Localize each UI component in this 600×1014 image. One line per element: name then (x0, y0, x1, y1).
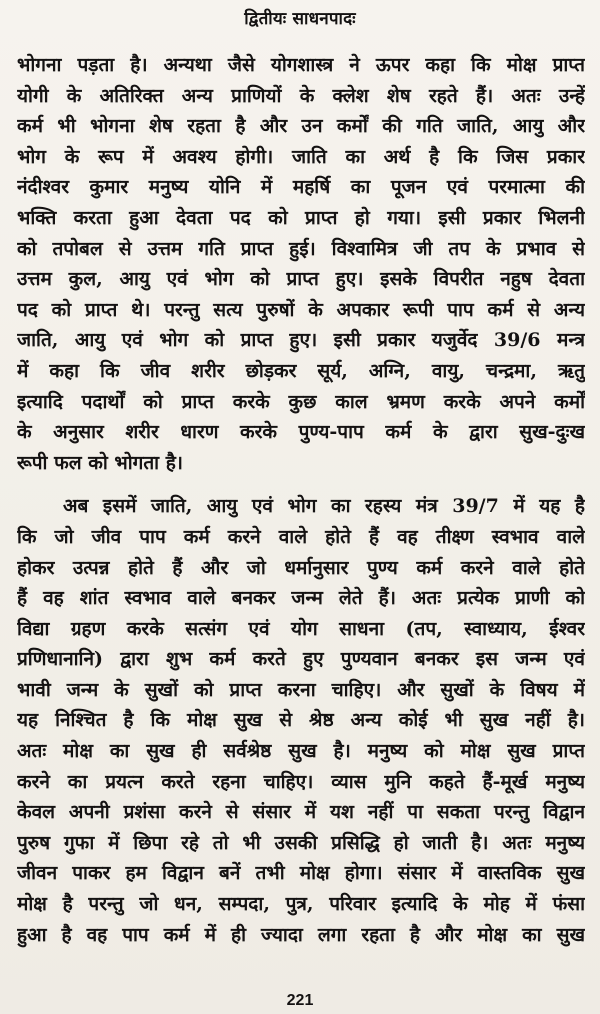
text-line: भक्ति करता हुआ देवता पद को प्राप्त हो गया। इसी प्रकार भिलनी (17, 206, 585, 229)
text-line: के अनुसार शरीर धारण करके पुण्य-पाप कर्म के द्वारा सुख-दुःख (17, 421, 585, 444)
text-line: नंदीश्वर कुमार मनुष्य योनि में महर्षि का पूजन एवं परमात्मा की (17, 176, 585, 199)
text-line: विद्या ग्रहण करके सत्संग एवं योग साधना (तप, स्वाध्याय, ईश्वर (17, 617, 585, 640)
text-line: पद को प्राप्त थे। परन्तु सत्य पुरुषों के अपकार रूपी पाप कर्म से अन्य (17, 298, 585, 321)
text-line: भोग के रूप में अवश्य होगी। जाति का अर्थ है कि जिस प्रकार (17, 145, 585, 168)
text-line: भावी जन्म के सुखों को प्राप्त करना चाहिए। और सुखों के विषय में (17, 678, 585, 701)
text-line: कर्म भी भोगना शेष रहता है और उन कर्मों की गति जाति, आयु और (17, 115, 585, 138)
text-line: होकर उत्पन्न होते हैं और जो धर्मानुसार पुण्य कर्म करने वाले होते (17, 556, 585, 579)
text-line: केवल अपनी प्रशंसा करने से संसार में यश नहीं पा सकता परन्तु विद्वान (17, 801, 585, 824)
text-line: को तपोबल से उत्तम गति प्राप्त हुई। विश्वामित्र जी तप के प्रभाव से (17, 237, 585, 260)
text-line: रूपी फल को भोगता है। (17, 451, 183, 474)
text-line: करने का प्रयत्न करते रहना चाहिए। व्यास मुनि कहते हैं-मूर्ख मनुष्य (17, 770, 585, 793)
text-line: अतः मोक्ष का सुख ही सर्वश्रेष्ठ सुख है। मनुष्य को मोक्ष सुख प्राप्त (17, 740, 585, 763)
text-line: पुरुष गुफा में छिपा रहे तो भी उसकी प्रसिद्धि हो जाती है। अतः मनुष्य (17, 831, 585, 854)
text-line: प्रणिधानानि) द्वारा शुभ कर्म करते हुए पुण्यवान बनकर इस जन्म एवं (17, 648, 585, 671)
text-line: हैं वह शांत स्वभाव वाले बनकर जन्म लेते हैं। अतः प्रत्येक प्राणी को (17, 587, 585, 610)
text-line: इत्यादि पदार्थों को प्राप्त करके कुछ काल भ्रमण करके अपने कर्मों (17, 390, 585, 413)
paragraph-2 (17, 491, 585, 950)
text-line: योगी के अतिरिक्त अन्य प्राणियों के क्लेश शेष रहते हैं। अतः उन्हें (17, 84, 585, 107)
text-line: हुआ है वह पाप कर्म में ही ज्यादा लगा रहता है और मोक्ष का सुख (17, 923, 585, 946)
text-line: भोगना पड़ता है। अन्यथा जैसे योगशास्त्र ने ऊपर कहा कि मोक्ष प्राप्त (17, 54, 585, 76)
page-number: 221 (286, 992, 314, 1009)
running-header: द्वितीयः साधनपादः (244, 9, 356, 29)
paragraph-1 (17, 50, 585, 478)
text-line: जीवन पाकर हम विद्वान बनें तभी मोक्ष होगा। संसार में वास्तविक सुख (17, 862, 585, 885)
text-line: कि जो जीव पाप कर्म करने वाले होते हैं वह तीक्ष्ण स्वभाव वाले (17, 525, 585, 548)
text-line: यह निश्चित है कि मोक्ष सुख से श्रेष्ठ अन्य कोई भी सुख नहीं है। (17, 709, 585, 732)
body-text (17, 50, 585, 950)
text-line: जाति, आयु एवं भोग को प्राप्त हुए। इसी प्रकार यजुर्वेद 39/6 मन्त्र (17, 329, 585, 352)
text-line: अब इसमें जाति, आयु एवं भोग का रहस्य मंत्र 39/7 में यह है (63, 495, 585, 518)
text-line: उत्तम कुल, आयु एवं भोग को प्राप्त हुए। इसके विपरीत नहुष देवता (17, 268, 585, 291)
text-line: मोक्ष है परन्तु जो धन, सम्पदा, पुत्र, परिवार इत्यादि के मोह में फंसा (17, 893, 585, 916)
text-line: में कहा कि जीव शरीर छोड़कर सूर्य, अग्नि, वायु, चन्द्रमा, ऋतु (17, 359, 585, 382)
